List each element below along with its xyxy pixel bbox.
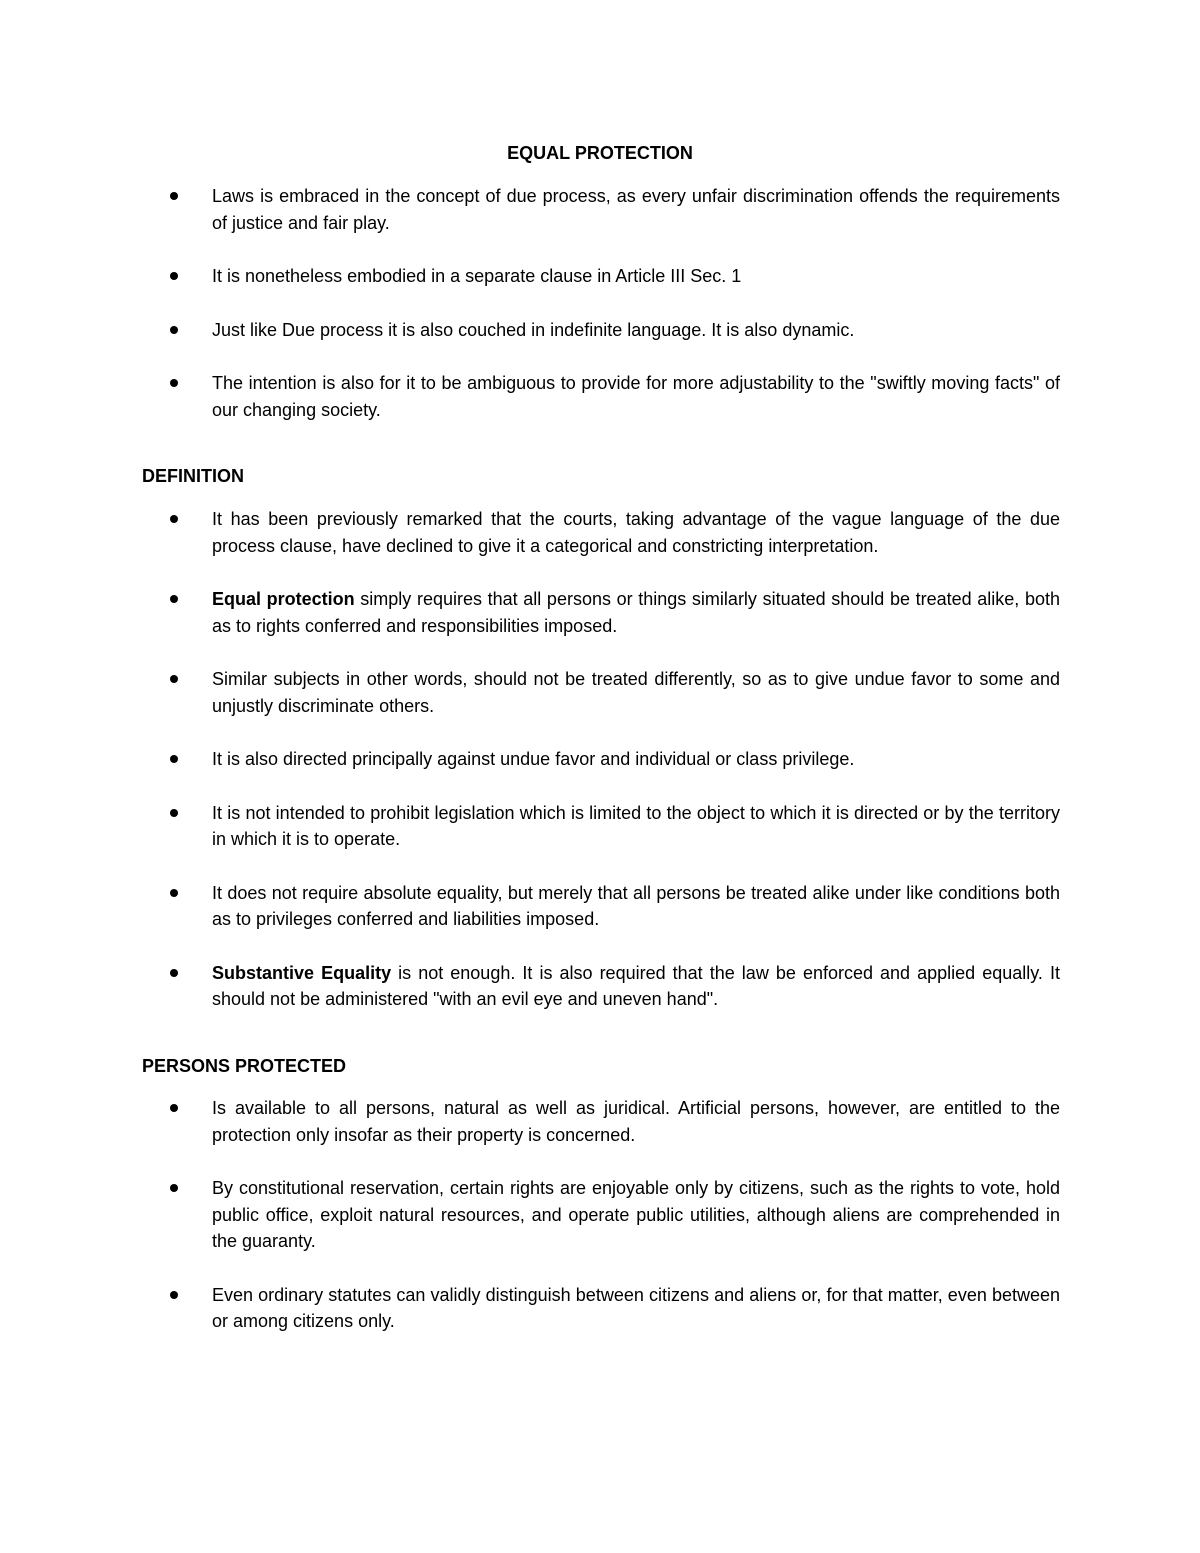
list-item-text: It is also directed principally against undue favor and individual or class privilege. — [212, 749, 855, 769]
list-item-text: simply requires that all persons or things similarly situated should be treated alike, both as to rights conferred and responsibilities imposed. — [212, 589, 1060, 636]
bullet-icon — [170, 515, 178, 523]
list-item — [170, 586, 1060, 639]
list-item — [170, 746, 1060, 773]
persons-protected-heading: PERSONS PROTECTED — [142, 1056, 347, 1076]
persons-protected-list — [170, 1095, 1060, 1335]
bullet-icon — [170, 1291, 178, 1299]
bullet-icon — [170, 272, 178, 280]
list-item — [170, 1095, 1060, 1148]
list-item-text: It is nonetheless embodied in a separate clause in Article III Sec. 1 — [212, 266, 742, 286]
bullet-icon — [170, 595, 178, 603]
list-item-text: It has been previously remarked that the courts, taking advantage of the vague language of the due process clause, have declined to give it a categorical and constricting interpretation. — [212, 509, 1060, 556]
list-item-text: Laws is embraced in the concept of due process, as every unfair discrimination offends the requirements of justice and fair play. — [212, 186, 1060, 233]
bullet-icon — [170, 326, 178, 334]
list-item — [170, 317, 1060, 344]
list-item-text: It does not require absolute equality, but merely that all persons be treated alike under like conditions both as to privileges conferred and liabilities imposed. — [212, 882, 1060, 929]
list-item — [170, 1282, 1060, 1335]
bullet-icon — [170, 675, 178, 683]
list-item — [170, 880, 1060, 933]
list-item-text: By constitutional reservation, certain rights are enjoyable only by citizens, such as the rights to vote, hold public office, exploit natural resources, and operate public utilities, although aliens are comprehended in the guaranty. — [212, 1178, 1060, 1251]
bullet-icon — [170, 1104, 178, 1112]
list-item — [170, 370, 1060, 423]
bullet-icon — [170, 809, 178, 817]
list-item-text: Just like Due process it is also couched in indefinite language. It is also dynamic. — [212, 319, 855, 340]
intro-list — [170, 183, 1060, 423]
list-item — [170, 183, 1060, 236]
bullet-icon — [170, 192, 178, 200]
list-item — [170, 960, 1060, 1013]
list-item — [170, 506, 1060, 559]
list-item — [170, 1175, 1060, 1255]
list-item — [170, 666, 1060, 719]
bullet-icon — [170, 969, 178, 977]
document-title: EQUAL PROTECTION — [507, 143, 693, 163]
list-item-text: Similar subjects in other words, should not be treated differently, so as to give undue favor to some and unjustly discriminate others. — [212, 669, 1060, 716]
list-item-text: is not enough. It is also required that the law be enforced and applied equally. It should not be administered "with an evil eye and uneven hand". — [212, 962, 1060, 1009]
definition-heading: DEFINITION — [142, 466, 244, 486]
list-item — [170, 800, 1060, 853]
bullet-icon — [170, 1184, 178, 1192]
list-item-text: Even ordinary statutes can validly distinguish between citizens and aliens or, for that matter, even between or among citizens only. — [212, 1284, 1060, 1331]
bullet-icon — [170, 755, 178, 763]
list-item-text: It is not intended to prohibit legislation which is limited to the object to which it is directed or by the territory in which it is to operate. — [212, 802, 1060, 849]
bullet-icon — [170, 889, 178, 897]
list-item-bold-text: Equal protection — [212, 589, 355, 609]
list-item — [170, 263, 1060, 290]
bullet-icon — [170, 379, 178, 387]
list-item-text: The intention is also for it to be ambiguous to provide for more adjustability to the "swiftly moving facts" of our changing society. — [212, 373, 1060, 420]
definition-list — [170, 506, 1060, 1013]
list-item-text: Is available to all persons, natural as well as juridical. Artificial persons, however, are entitled to the protection only insofar as their property is concerned. — [212, 1098, 1060, 1145]
list-item-bold-text: Substantive Equality — [212, 962, 392, 983]
